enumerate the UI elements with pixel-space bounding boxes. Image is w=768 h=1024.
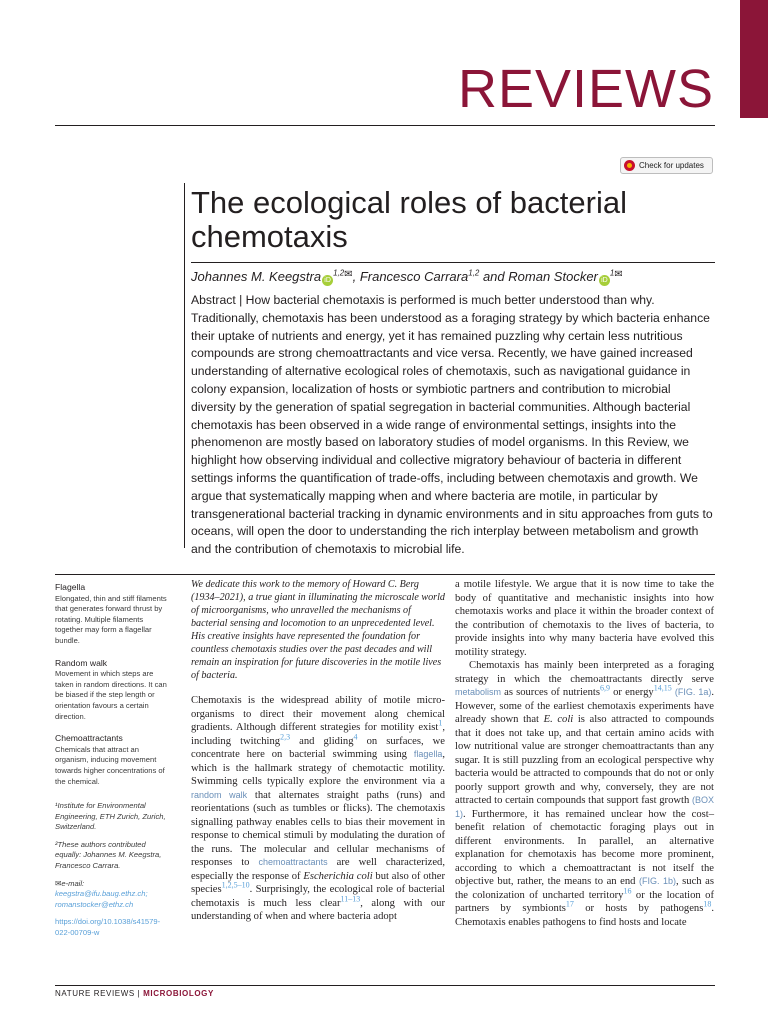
author-name[interactable]: Roman Stocker [508,269,598,284]
author-list: Johannes M. Keegstra $iD^{1,2✉}$, Francesco Carrara$^{1,2}$ and Roman Stocker $iD^{1✉}$ [191,268,623,284]
author-name[interactable]: Johannes M. Keegstra [191,269,322,284]
body-paragraph: a motile lifestyle. We argue that it is now time to take the body of quantitative and mechanistic insights into how chemotaxis works and place it within the broader context of the contribution of chemotaxis to the lives of bacteria, to provide insights into why many bacteria have evolved this motility strategy. [455,579,714,658]
abstract: Abstract | How bacterial chemotaxis is performed is much better understood than why. Traditionally, chemotaxis has been understood as a foraging strategy by which bacteria enhance their uptake of nutrients and energy, yet it has remained puzzling why certain less nutritious compounds are strong chemoattractants and vice versa. Recently, we have gained increased understanding of alternative ecological roles of chemotaxis, such as navigational guidance in colony expansion, localization of hosts or symbiotic partners and contribution to microbial diversity by the generation of spatial segregation in bacterial communities. Although bacterial chemotaxis has been observed in a wide range of environmental settings, insights into the phenomenon are mostly based on laboratory studies of model organisms. In this Review, we highlight how observing individual and collective migratory behaviour of bacteria in different settings informs the quantification of trade-offs, including between chemotaxis and growth. We argue that systematically mapping when and where bacteria are motile, in particular by transgenerational bacterial tracking in dynamic environments and in situ approaches from guts to oceans, will open the door to understanding the rich interplay between metabolism and growth and the contribution of chemotaxis to microbial life. [191,293,713,557]
citation-link[interactable]: 18 [703,899,712,909]
article-title: The ecological roles of bacterial chemotaxis [191,185,627,254]
author-affiliation: 1,2 [468,268,480,278]
footer-separator: | [137,989,141,998]
section-rule [55,574,715,575]
affiliation-note: ¹Institute for Environmental Engineering, ETH Zurich, Zurich, Switzerland. [55,801,166,832]
check-for-updates-button[interactable] [620,157,713,174]
sidebar-glossary [55,582,173,946]
citation-link[interactable]: 17 [565,899,574,909]
citation-link[interactable]: 4 [353,731,358,741]
glossary-link[interactable]: random walk [191,789,248,800]
header-rule [55,125,715,126]
glossary-item [55,582,173,647]
body-paragraph: Chemotaxis has mainly been interpreted as a foraging strategy in which the chemoattractants directly serve metabolism as sources of nutrients$^{6,9}$ or energy$^{14,15}$ (FIG. 1a). However, some of the earliest chemotaxis experiments have already shown that E. coli is also attracted to compounds that it does not take up, and that certain amino acids with low nutritional value are stronger chemoattractants than any sugar. It is still puzzling from an ecological perspective why bacteria would be attracted to compounds that do not or only poorly support growth and why, conversely, they are not attracted to certain compounds that support fast growth (BOX 1). Furthermore, it has remained unclear how the cost–benefit relation of chemotactic foraging plays out in different environments. In parallel, an alternative explanation for chemotaxis has become more prominent, according to which a chemoattractant is not itself the objective but, rather, the means to an end (FIG. 1b), such as the colonization of uncharted territory$^{16}$ or the location of partners by symbionts$^{17}$ or hosts by pathogens$^{18}$. Chemotaxis enables pathogens to find hosts and locate [455,660,715,928]
glossary-item [55,658,173,723]
citation-link[interactable]: 6,9 [600,683,611,693]
glossary-link[interactable]: metabolism [455,687,502,697]
author-affiliation: 1,2 [333,268,345,278]
glossary-term: Random walk [55,657,108,668]
author-notes [55,801,173,939]
glossary-definition: Elongated, thin and stiff filaments that generates forward thrust by rotating. Multiple filaments together may form a flagellar bundle. [55,593,167,645]
figure-link[interactable]: (FIG. 1b) [639,876,676,886]
body-column-right [455,578,714,929]
envelope-icon: ✉ [55,878,62,888]
email-link[interactable]: romanstocker@ethz.ch [55,899,134,909]
abstract-label: Abstract [191,293,236,307]
contribution-note: ²These authors contributed equally: Johannes M. Keegstra, Francesco Carrara. [55,839,162,871]
glossary-definition: Movement in which steps are taken in random directions. It can be biased if the step length or orientation favours a certain direction. [55,669,167,721]
author-and: and [482,269,505,284]
citation-link[interactable]: 16 [623,885,632,895]
email-label: e-mail: [61,878,85,888]
section-label: REVIEWS [457,59,714,119]
journal-subject: MICROBIOLOGY [143,989,214,998]
dedication: We dedicate this work to the memory of Howard C. Berg (1934–2021), a true giant in illuminating the microscale world of microorganisms, who unravelled the mechanisms of bacterial sensing and locomotion to an unprecedented level. His creative insights have represented the foundation for countless chemotaxis studies over the past decades and will remain an inspiration for future discoveries in the motile lives of bacteria. [191,579,445,681]
email-icon[interactable]: ✉ [614,269,623,280]
title-side-rule [184,183,185,548]
glossary-definition: Chemicals that attract an organism, inducing movement towards higher concentrations of the chemical. [55,744,165,786]
page-footer [55,989,214,998]
crossmark-icon [624,160,635,171]
abstract-text: How bacterial chemotaxis is performed is much better understood than why. Traditionally, chemotaxis has been understood as a foraging strategy by which bacteria enhance their uptake of nutrients and energy, yet it has remained puzzling why certain less nutritious compounds are strong chemoattractants and vice versa. Recently, we have gained increased understanding of alternative ecological roles of chemotaxis, such as navigational guidance in colony expansion, localization of hosts or symbiotic partners and contribution to microbial diversity by the generation of spatial segregation in bacterial communities. Although bacterial chemotaxis has been observed in a wide range of environmental settings, insights into the phenomenon are mostly based on laboratory studies of model organisms. In this Review, we highlight how observing individual and collective migratory behaviour of bacteria in different settings informs the quantification of trade-offs, including between chemotaxis and growth. We argue that systematically mapping when and where bacteria are motile, in particular by transgenerational bacterial tracking in dynamic environments and in situ approaches from guts to oceans, will open the door to understanding the rich interplay between metabolism and growth and the contribution of chemotaxis to microbial life. [191,293,713,557]
glossary-term: Flagella [55,582,86,592]
check-for-updates-label: Check for updates [639,161,704,170]
glossary-term: Chemoattractants [55,733,123,744]
body-column-left [191,578,445,924]
email-icon[interactable]: ✉ [344,269,353,280]
body-paragraph: Chemotaxis is the widespread ability of motile micro-organisms to direct their movement along chemical gradients. Although different strategies for motility exist$^1$, including twitching$^{2,3}$ and gliding$^4$ on surfaces, we concentrate here on bacterial swimming using flagella, which is the hallmark strategy of chemotactic motility. Swimming cells typically explore the environment via a random walk that alternates straight paths (runs) and reorientations (such as tumbles or flicks). The chemotaxis signalling pathway enables cells to bias their movement in response to chemical stimuli by modulating the duration of the runs. The molecular and cellular mechanisms of responses to chemoattractants are well characterized, especially the response of Escherichia coli but also of other species$^{1,2,5-10}$. Surprisingly, the ecological role of bacterial chemotaxis is much less clear$^{11-13}$, along with our understanding of when and where bacteria adopt [191,695,445,922]
journal-name: NATURE REVIEWS [55,989,135,998]
citation-link[interactable]: 14,15 [653,683,672,693]
glossary-link[interactable]: flagella [413,749,443,759]
glossary-item [55,733,173,787]
email-link[interactable]: keegstra@ifu.baug.ethz.ch; [55,889,148,899]
doi-link[interactable]: https://doi.org/10.1038/s41579-022-00709-w [55,917,161,938]
citation-link[interactable]: 1 [438,718,443,728]
orcid-icon[interactable]: iD [322,275,333,286]
citation-link[interactable]: 2,3 [280,731,291,741]
author-name[interactable]: Francesco Carrara [359,269,469,284]
footer-rule [55,985,715,986]
author-affiliation: 1 [609,268,615,278]
figure-link[interactable]: (FIG. 1a) [674,687,712,697]
citation-link[interactable]: 11–13 [340,893,361,903]
accent-bar [740,0,768,118]
box-link[interactable]: (BOX 1) [455,795,714,819]
email-note [55,879,173,911]
title-underline [191,262,715,263]
orcid-icon[interactable]: iD [599,275,610,286]
citation-link[interactable]: 1,2,5–10 [221,880,250,890]
glossary-link[interactable]: chemoattractants [258,857,328,867]
